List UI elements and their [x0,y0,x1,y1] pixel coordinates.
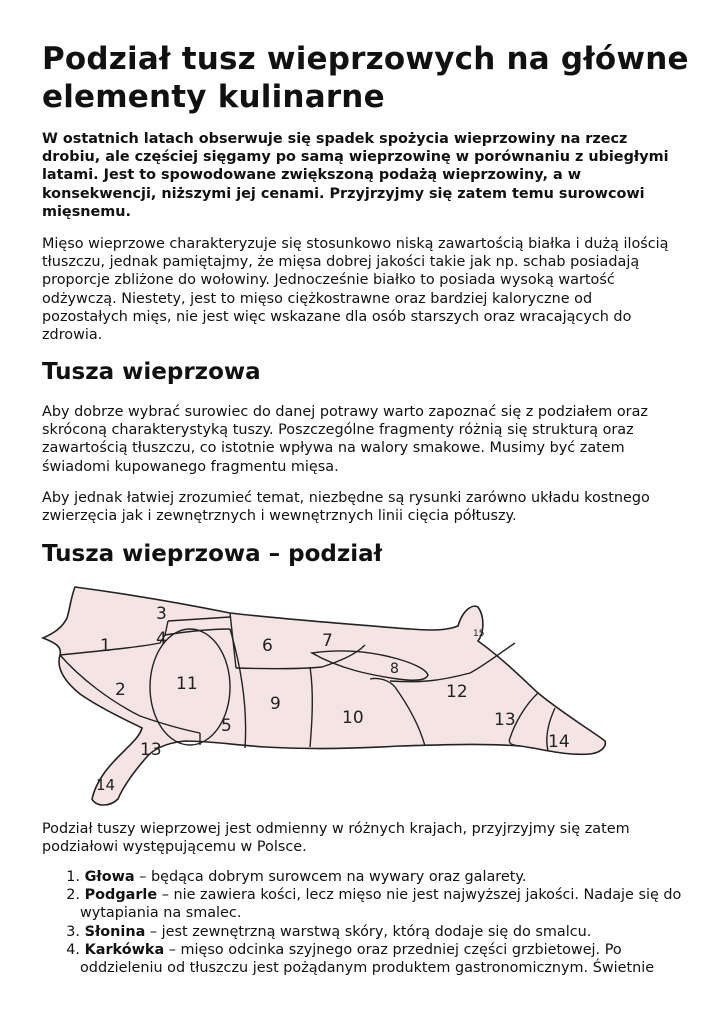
cut-label: 6 [262,636,273,656]
list-item-body [80,923,591,941]
list-item-body [80,886,682,922]
tusza-paragraph-2: Aby jednak łatwiej zrozumieć temat, niezbędne są rysunki zarówno układu kostnego zwierzęcia jak i zewnętrznych i wewnętrznych linii cięcia półtuszy. [42,490,650,525]
cut-name: Karkówka [84,941,165,958]
lead-paragraph: W ostatnich latach obserwuje się spadek spożycia wieprzowiny na rzecz drobiu, ale częściej sięgamy po samą wieprzowinę w porównaniu z ubiegłymi latami. Jest to spowodowane zwiększoną podażą wieprzowiny, a w konsekwencji, niższymi jej cenami. Przyjrzyjmy się zatem temu surowcowi mięsnemu. [42,131,669,220]
cut-description: – mięso odcinka szyjnego oraz przedniej części grzbietowej. Po oddzieleniu od tłuszczu jest pożądanym produktem gastronomicznym. Świetnie [80,941,655,977]
list-item-body [80,868,526,886]
cut-label: 2 [115,680,126,700]
cut-label: 1 [100,636,111,656]
cut-name: Słonina [84,923,146,940]
cut-label: 5 [221,716,232,736]
list-item-number: 4. [66,941,80,958]
cut-label: 12 [446,682,468,702]
cut-description: – nie zawiera kości, lecz mięso nie jest najwyższej jakości. Nadaje się do wytapiania na smalec. [80,887,682,922]
list-item [42,923,682,941]
cut-description: – będąca dobrym surowcem na wywary oraz galarety. [134,869,527,885]
cut-description: – jest zewnętrzną warstwą skóry, którą dodaje się do smalcu. [145,923,592,940]
cut-label: 3 [156,604,167,624]
cut-label: 4 [156,629,167,649]
cut-label: 11 [176,674,198,694]
tusza-paragraph-1: Aby dobrze wybrać surowiec do danej potrawy warto zapoznać się z podziałem oraz skróconą charakterystyką tuszy. Poszczególne fragmenty różnią się strukturą oraz zawartością tłuszczu, co istotnie wpływa na walory smakowe. Musimy być zatem świadomi kupowanego fragmentu mięsa. [42,404,648,475]
cut-name: Podgarle [84,887,158,904]
list-item-number: 2. [66,887,80,904]
cuts-list [42,868,682,977]
section-heading-tusza: Tusza wieprzowa [42,359,261,385]
pig-body-outline [43,587,605,805]
section-heading-podzial: Tusza wieprzowa – podział [42,541,383,567]
cut-label: 13 [140,740,162,760]
intro-paragraph: Mięso wieprzowe charakteryzuje się stosunkowo niską zawartością białka i dużą ilością tłuszczu, jednak pamiętajmy, że mięsa dobrej jakości takie jak np. schab posiadają proporcje zbliżone do wołowiny. Jednocześnie białko to posiada wysoką wartość odżywczą. Niestety, jest to mięso ciężkostrawne oraz bardziej kaloryczne od pozostałych mięs, nie jest więc wskazane dla osób starszych oraz wracających do zdrowia. [42,236,669,344]
list-item [42,886,682,922]
page-title: Podział tusz wieprzowych na główne elementy kulinarne [42,41,689,115]
cut-label: 10 [342,708,364,728]
list-item [42,868,682,886]
cut-label: 15 [473,629,485,639]
list-item [42,941,682,977]
list-item-number: 3. [66,923,80,940]
cut-name: Głowa [84,869,135,885]
cut-label: 9 [270,694,281,714]
cut-label: 13 [494,710,516,730]
podzial-paragraph: Podział tuszy wieprzowej jest odmienny w różnych krajach, przyjrzyjmy się zatem podziałowi występującemu w Polsce. [42,821,630,856]
list-item-number: 1. [66,869,80,885]
list-item-body [80,941,682,977]
cut-label: 7 [322,631,333,651]
cut-label: 14 [96,776,116,794]
pork-cuts-diagram [40,583,610,813]
cut-label: 14 [548,732,570,752]
cut-label: 8 [390,661,399,677]
